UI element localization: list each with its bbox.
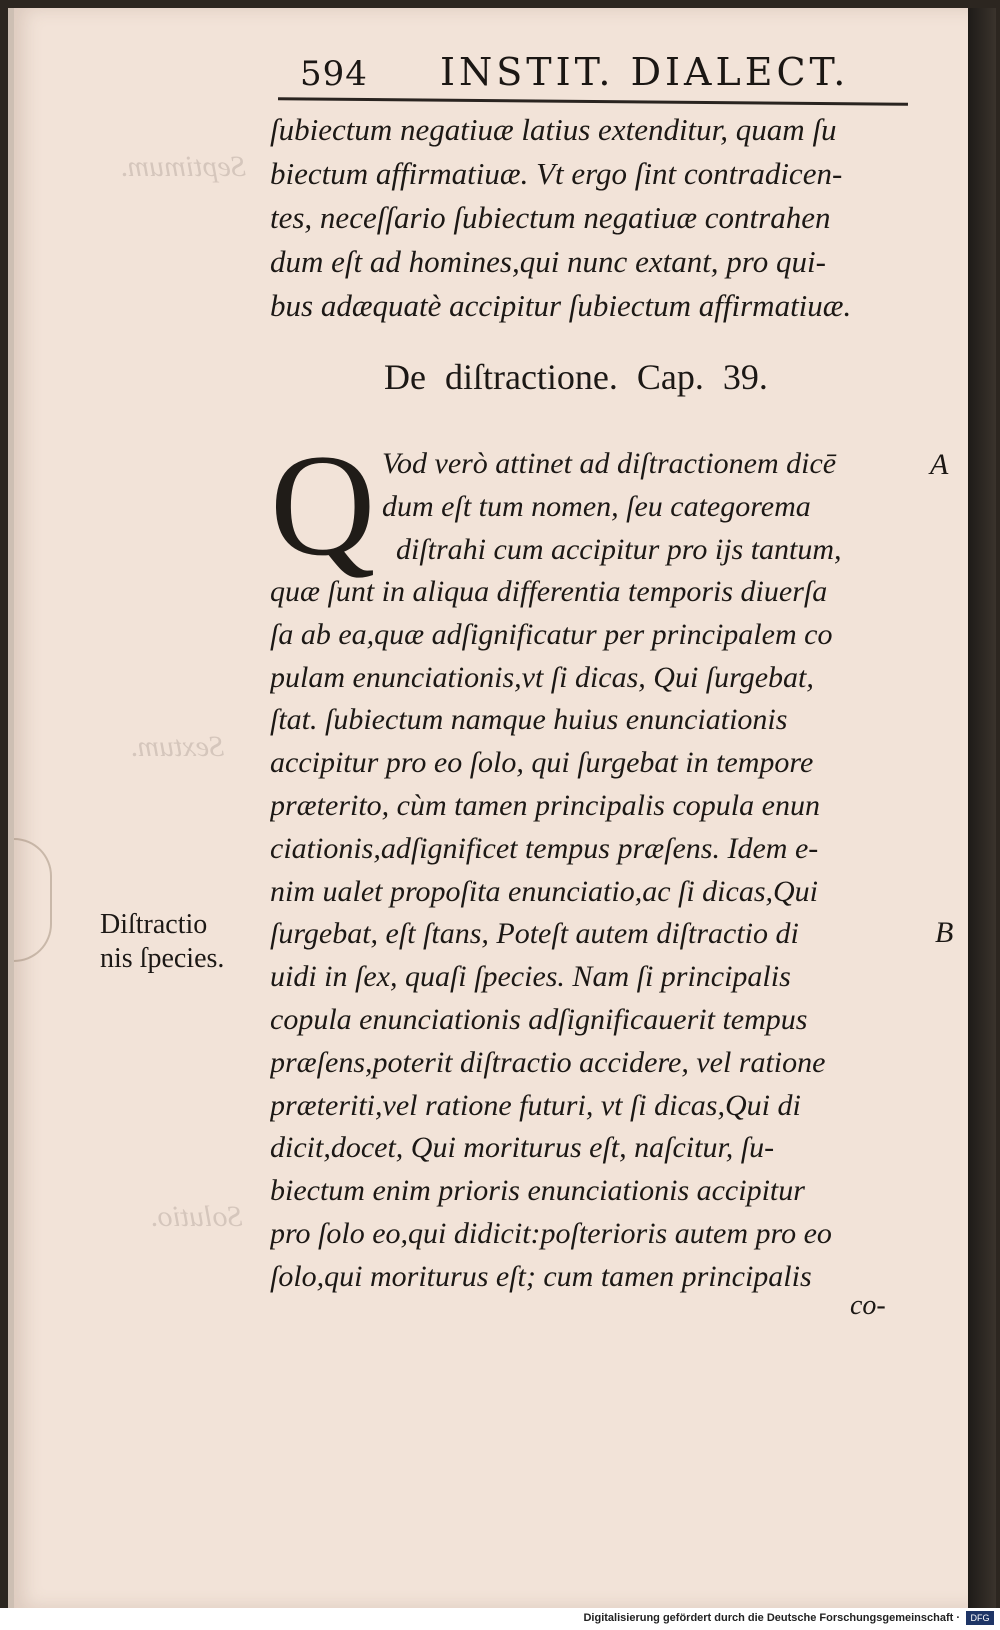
text-line: ſtat. ſubiectum namque huius enunciationis xyxy=(270,703,788,737)
margin-letter-a: A xyxy=(930,448,949,481)
paragraph-main xyxy=(270,571,930,1299)
catchword: co- xyxy=(850,1290,886,1321)
top-paragraph xyxy=(270,108,930,328)
text-line: dicit,docet, Qui moriturus eſt, naſcitur, ſu- xyxy=(270,1131,775,1165)
text-line: pro ſolo eo,qui didicit:poſterioris autem pro eo xyxy=(270,1216,832,1250)
bleed-through-text: Sextum. xyxy=(130,730,225,763)
text-line: ſubiectum negatiuæ latius extenditur, quam ſu xyxy=(270,112,837,147)
text-line: dum eſt ad homines,qui nunc extant, pro qui- xyxy=(270,244,826,279)
text-line: tes, neceſſario ſubiectum negatiuæ contrahen xyxy=(270,200,831,235)
text-line: præterito, cùm tamen principalis copula enun xyxy=(270,788,820,822)
margin-note-line: Diſtractio xyxy=(100,909,208,940)
text-line: bus adæquatè accipitur ſubiectum affirmatiuæ. xyxy=(270,288,852,323)
paragraph-start xyxy=(382,442,932,571)
text-line: præteriti,vel ratione futuri, vt ſi dicas,Qui di xyxy=(270,1088,801,1122)
running-head: INSTIT. DIALECT. xyxy=(440,50,850,94)
text-line: biectum affirmatiuæ. Vt ergo ſint contradicen- xyxy=(270,156,843,191)
bleed-through-text: Septimum. xyxy=(120,150,246,183)
book-edge xyxy=(968,8,996,1608)
margin-note xyxy=(100,908,260,976)
text-line: ciationis,adſignificet tempus præſens. Idem e- xyxy=(270,831,819,865)
text-line: ſurgebat, eſt ſtans, Poteſt autem diſtractio di xyxy=(270,917,799,951)
page-number: 594 xyxy=(300,54,368,94)
text-line: diſtrahi cum accipitur pro ijs tantum, xyxy=(396,533,842,566)
text-line: dum eſt tum nomen, ſeu categorema xyxy=(382,490,811,523)
page-clip-mark xyxy=(14,838,52,962)
bleed-through-text: Solutio. xyxy=(150,1200,243,1233)
text-line: copula enunciationis adſignificauerit tempus xyxy=(270,1002,808,1036)
text-line: quæ ſunt in aliqua differentia temporis diuerſa xyxy=(270,575,828,608)
text-line: nim ualet propoſita enunciatio,ac ſi dicas,Qui xyxy=(270,874,818,908)
text-line: uidi in ſex, quaſi ſpecies. Nam ſi principalis xyxy=(270,960,791,994)
page-header xyxy=(300,50,880,100)
text-line: Vod verò attinet ad diſtractionem dicē xyxy=(382,447,837,480)
text-line: biectum enim prioris enunciationis accipitur xyxy=(270,1174,805,1208)
text-line: pulam enunciationis,vt ſi dicas, Qui ſurgebat, xyxy=(270,660,814,694)
footer-credit: Digitalisierung gefördert durch die Deutsche Forschungsgemeinschaft · xyxy=(583,1612,960,1624)
text-line: accipitur pro eo ſolo, qui ſurgebat in tempore xyxy=(270,746,814,780)
dfg-logo: DFG xyxy=(966,1611,994,1625)
text-line: ſa ab ea,quæ adſignificatur per principalem co xyxy=(270,617,833,651)
text-line: ſolo,qui moriturus eſt; cum tamen principalis xyxy=(270,1259,812,1293)
chapter-title: De diſtractione. Cap. 39. xyxy=(384,357,768,397)
text-line: præſens,poterit diſtractio accidere, vel ratione xyxy=(270,1045,826,1079)
margin-letter-b: B xyxy=(935,916,954,949)
drop-cap: Q xyxy=(270,424,376,586)
margin-note-line: nis ſpecies. xyxy=(100,943,225,974)
